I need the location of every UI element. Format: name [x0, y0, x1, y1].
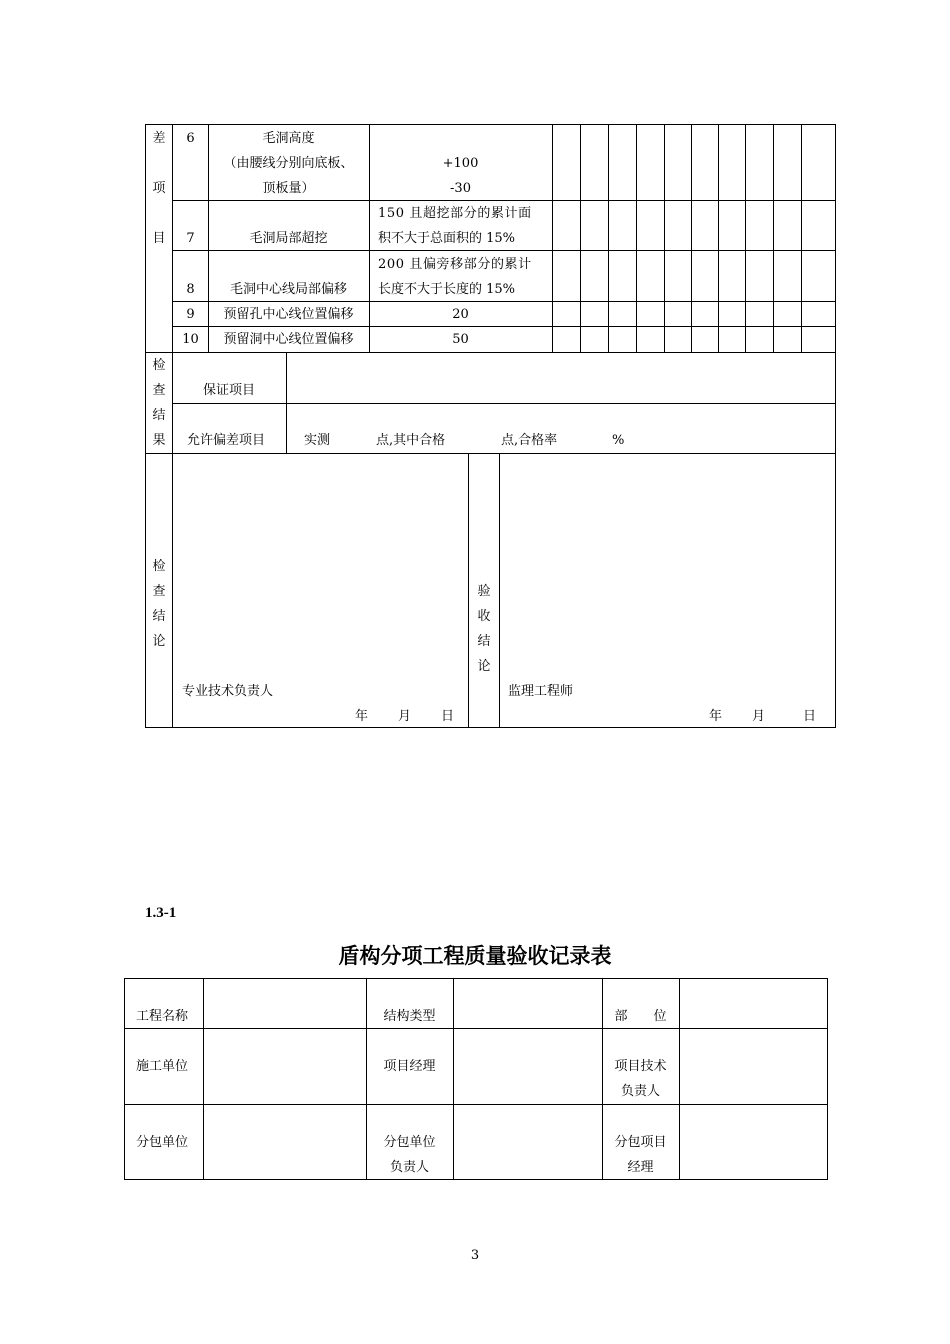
- tolerance-value: -30: [450, 181, 471, 196]
- subcontract-manager-label: 经理: [627, 1160, 654, 1175]
- result-label-char: 果: [152, 433, 166, 448]
- measured-label: 实测: [304, 433, 331, 448]
- item-name: 毛洞局部超挖: [249, 231, 328, 246]
- item-name: 毛洞中心线局部偏移: [229, 282, 347, 297]
- tolerance-value: 积不大于总面积的 15%: [378, 231, 516, 246]
- tech-lead-label: 专业技术负责人: [182, 684, 274, 699]
- item-name: 顶板量）: [262, 181, 315, 196]
- row-number: 6: [186, 131, 195, 146]
- date-month: 月: [398, 709, 412, 724]
- date-day: 日: [803, 709, 817, 724]
- row-number: 8: [186, 282, 195, 297]
- construction-unit-label: 施工单位: [136, 1059, 189, 1074]
- date-day: 日: [441, 709, 455, 724]
- subcontract-lead-label: 分包单位: [383, 1135, 436, 1150]
- row-number: 10: [182, 332, 199, 347]
- tolerance-value: 50: [452, 332, 469, 347]
- date-year: 年: [709, 709, 723, 724]
- acceptance-label-char: 论: [477, 659, 491, 674]
- conclusion-label-char: 结: [152, 609, 166, 624]
- conclusion-label-char: 查: [152, 584, 166, 599]
- row-number: 9: [186, 307, 195, 322]
- conclusion-label-char: 论: [152, 634, 166, 649]
- category-char: 项: [152, 181, 166, 196]
- project-tech-lead-label: 项目技术: [614, 1059, 667, 1074]
- structure-type-label: 结构类型: [383, 1009, 436, 1024]
- item-name: （由腰线分别向底板、: [223, 156, 354, 171]
- percent-sign: %: [612, 433, 625, 448]
- project-manager-label: 项目经理: [383, 1059, 436, 1074]
- form-code: 1.3-1: [145, 905, 177, 921]
- allowable-deviation-label: 允许偏差项目: [187, 433, 266, 448]
- item-name: 毛洞高度: [262, 131, 315, 146]
- subcontract-lead-label: 负责人: [389, 1160, 429, 1175]
- row-number: 7: [186, 231, 195, 246]
- item-name: 预留洞中心线位置偏移: [223, 332, 354, 347]
- page-number: 3: [470, 1248, 480, 1263]
- part-label: 部 位: [614, 1009, 667, 1024]
- category-char: 差: [152, 131, 166, 146]
- date-year: 年: [355, 709, 369, 724]
- guarantee-items-label: 保证项目: [203, 383, 256, 398]
- acceptance-label-char: 结: [477, 634, 491, 649]
- tolerance-value: 150 且超挖部分的累计面: [378, 206, 532, 221]
- subcontract-manager-label: 分包项目: [614, 1135, 667, 1150]
- pass-rate-label: 点,合格率: [501, 433, 558, 448]
- acceptance-label-char: 验: [477, 584, 491, 599]
- result-label-char: 查: [152, 383, 166, 398]
- conclusion-label-char: 检: [152, 559, 166, 574]
- project-name-label: 工程名称: [136, 1009, 189, 1024]
- supervisor-label: 监理工程师: [508, 684, 574, 699]
- tolerance-value: 长度不大于长度的 15%: [378, 282, 516, 297]
- date-month: 月: [752, 709, 766, 724]
- tolerance-value: 20: [452, 307, 469, 322]
- result-label-char: 结: [152, 408, 166, 423]
- project-tech-lead-label: 负责人: [620, 1084, 660, 1099]
- tolerance-value: +100: [442, 156, 479, 171]
- form-title: 盾构分项工程质量验收记录表: [338, 943, 612, 968]
- subcontract-unit-label: 分包单位: [136, 1135, 189, 1150]
- item-name: 预留孔中心线位置偏移: [223, 307, 354, 322]
- category-char: 目: [152, 231, 166, 246]
- acceptance-label-char: 收: [477, 609, 491, 624]
- points-qualified-label: 点,其中合格: [376, 433, 446, 448]
- tolerance-value: 200 且偏旁移部分的累计: [378, 257, 532, 272]
- result-label-char: 检: [152, 358, 166, 373]
